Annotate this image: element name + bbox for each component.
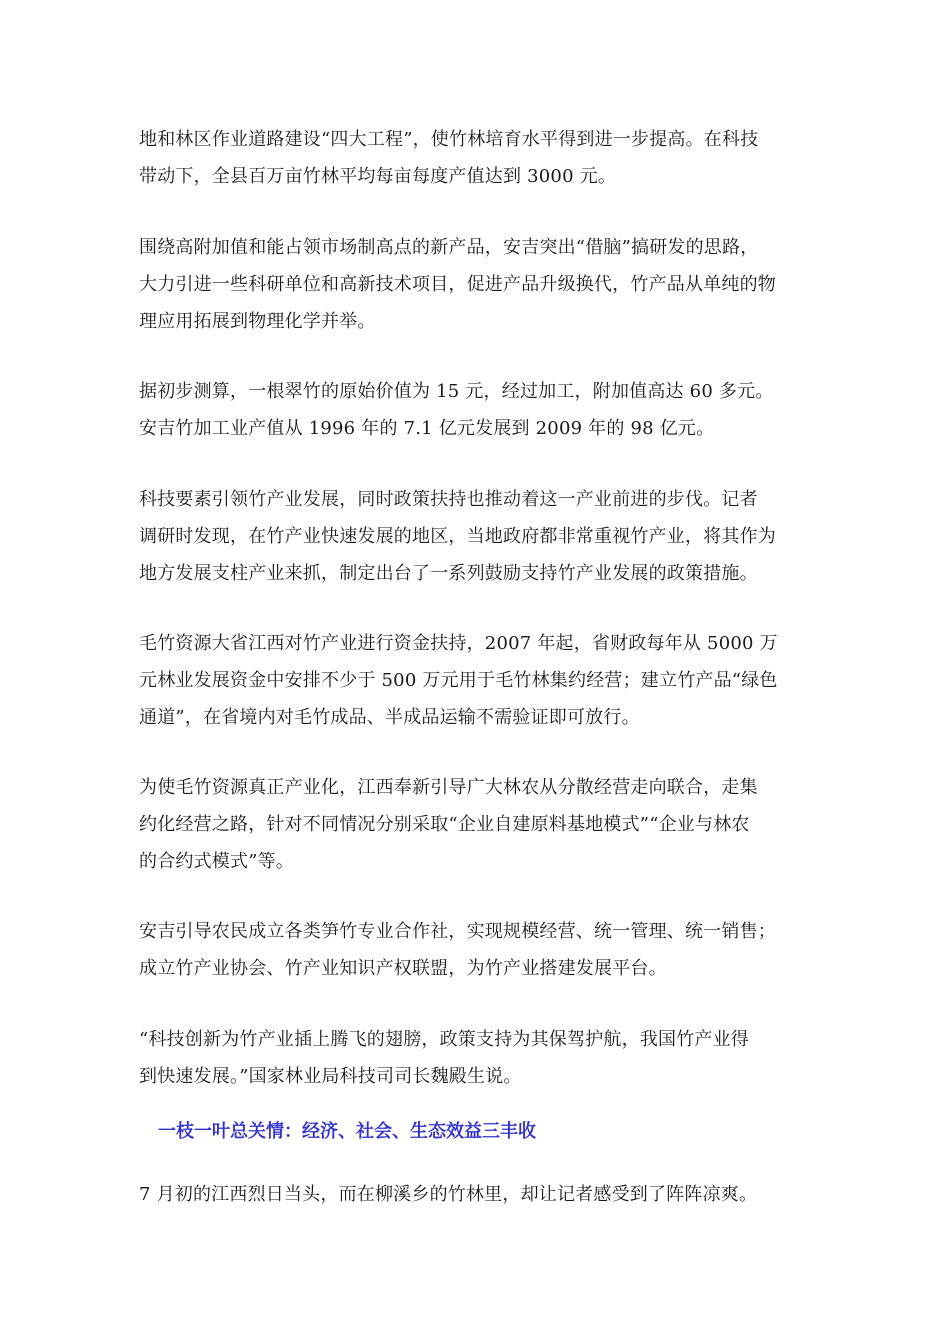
paragraph-5	[139, 625, 819, 736]
text-line: 围绕高附加值和能占领市场制高点的新产品，安吉突出“借脑”搞研发的思路，	[139, 237, 759, 258]
text-line: 地和林区作业道路建设“四大工程”，使竹林培育水平得到进一步提高。在科技	[139, 129, 759, 150]
text-line: 约化经营之路，针对不同情况分别采取“企业自建原料基地模式”“企业与林农	[139, 814, 750, 835]
section-heading: 一枝一叶总关情：经济、社会、生态效益三丰收	[158, 1121, 536, 1142]
text-line: 毛竹资源大省江西对竹产业进行资金扶持，2007 年起，省财政每年从 5000 万	[139, 633, 778, 654]
paragraph-4	[139, 481, 819, 592]
paragraph-7	[139, 913, 819, 987]
text-line: 到快速发展。”国家林业局科技司司长魏殿生说。	[139, 1066, 522, 1087]
text-line: 的合约式模式”等。	[139, 851, 295, 872]
text-line: 据初步测算，一根翠竹的原始价值为 15 元，经过加工，附加值高达 60 多元。	[139, 381, 774, 402]
text-line: 安吉竹加工业产值从 1996 年的 7.1 亿元发展到 2009 年的 98 亿元。	[139, 418, 715, 439]
paragraph-8	[139, 1021, 819, 1095]
text-line: 成立竹产业协会、竹产业知识产权联盟，为竹产业搭建发展平台。	[139, 958, 667, 979]
text-line: 科技要素引领竹产业发展，同时政策扶持也推动着这一产业前进的步伐。记者	[139, 489, 758, 510]
text-line: 调研时发现，在竹产业快速发展的地区，当地政府都非常重视竹产业，将其作为	[139, 526, 776, 547]
text-line: 通道”，在省境内对毛竹成品、半成品运输不需验证即可放行。	[139, 707, 640, 728]
paragraph-9	[139, 1176, 819, 1213]
text-line: 带动下，全县百万亩竹林平均每亩每度产值达到 3000 元。	[139, 166, 617, 187]
text-line: 元林业发展资金中安排不少于 500 万元用于毛竹林集约经营；建立竹产品“绿色	[139, 670, 778, 691]
text-line: 地方发展支柱产业来抓，制定出台了一系列鼓励支持竹产业发展的政策措施。	[139, 563, 758, 584]
paragraph-2	[139, 229, 819, 340]
paragraph-6	[139, 769, 819, 880]
text-line: “科技创新为竹产业插上腾飞的翅膀，政策支持为其保驾护航，我国竹产业得	[139, 1029, 749, 1050]
paragraph-1	[139, 121, 819, 195]
text-line: 为使毛竹资源真正产业化，江西奉新引导广大林农从分散经营走向联合，走集	[139, 777, 758, 798]
text-line: 大力引进一些科研单位和高新技术项目，促进产品升级换代，竹产品从单纯的物	[139, 274, 776, 295]
text-line: 安吉引导农民成立各类笋竹专业合作社，实现规模经营、统一管理、统一销售；	[139, 921, 776, 942]
text-line: 理应用拓展到物理化学并举。	[139, 311, 376, 332]
text-line: 7 月初的江西烈日当头，而在柳溪乡的竹林里，却让记者感受到了阵阵凉爽。	[139, 1184, 758, 1205]
paragraph-3	[139, 373, 819, 447]
